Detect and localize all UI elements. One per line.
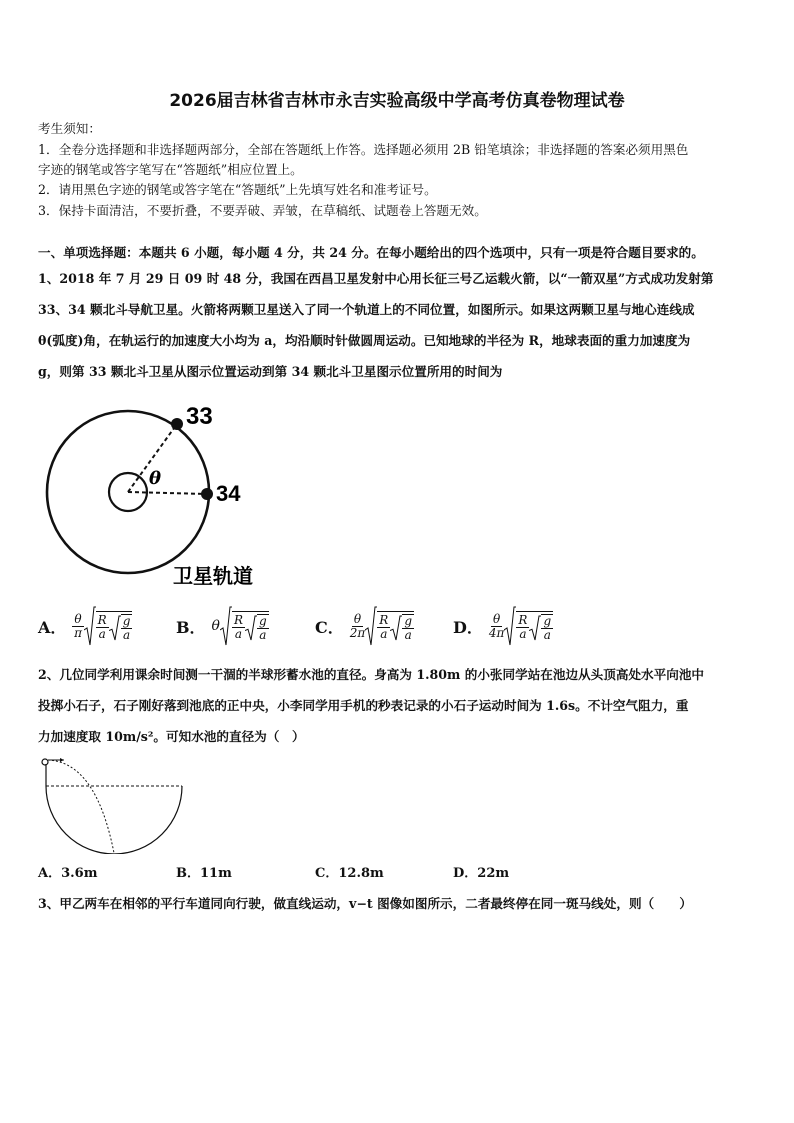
notice-item-3: 3．保持卡面清洁，不要折叠，不要弄破、弄皱，在草稿纸、试题卷上答题无效。 <box>38 203 487 218</box>
q1-option-label: A． <box>38 617 67 637</box>
person-head <box>42 759 48 765</box>
q2-option-label: C． <box>315 866 339 881</box>
inner-root <box>390 614 414 642</box>
notice-item-2: 2．请用黑色字迹的钢笔或答字笔在“答题纸”上先填写姓名和准考证号。 <box>38 182 437 197</box>
coefficient-fraction <box>72 613 83 640</box>
satellite-33-dot <box>171 418 183 430</box>
q1-line-2: 33、34 颗北斗导航卫星。火箭将两颗卫星送入了同一个轨道上的不同位置，如图所示。如果这两颗卫星与地心连线成 <box>38 302 695 317</box>
page-title: 2026届吉林省吉林市永吉实验高级中学高考仿真卷物理试卷 <box>169 91 625 111</box>
coefficient-numerator: θ <box>493 611 501 626</box>
q1-option-label: D． <box>453 617 483 637</box>
q1-option-d[interactable] <box>453 606 553 646</box>
notice-item-1-line-2: 字迹的钢笔或答字笔写在“答题纸”相应位置上。 <box>38 162 303 177</box>
root-r-numerator: R <box>97 613 107 627</box>
coefficient-denominator: π <box>74 625 82 640</box>
stone-trajectory <box>48 760 114 853</box>
q1-option-label: B． <box>176 617 206 637</box>
q2-option-c[interactable] <box>315 862 384 881</box>
root-g-numerator: g <box>404 613 413 628</box>
q2-line-1: 2、几位同学利用课余时间测一干涸的半球形蓄水池的直径。身高为 1.80m 的小张同学站在池边从头顶高处水平向池中 <box>38 667 705 682</box>
satellite-34-dot <box>201 488 213 500</box>
q1-line-3: θ(弧度)角，在轨运行的加速度大小均为 a，均沿顺时针做圆周运动。已知地球的半径为 R，地球表面的重力加速度为 <box>38 333 691 348</box>
inner-root <box>245 614 269 642</box>
root-r-denominator: a <box>98 627 106 641</box>
outer-root <box>365 606 414 646</box>
pool-figure <box>36 754 192 854</box>
notice-heading: 考生须知： <box>38 121 101 136</box>
line-to-sat-34 <box>128 492 207 494</box>
q1-option-label: C． <box>315 617 344 637</box>
root-g-numerator: g <box>543 613 552 628</box>
angle-theta-label: θ <box>149 468 162 489</box>
coefficient-fraction <box>350 613 366 640</box>
figure-caption: 卫星轨道 <box>173 564 253 588</box>
root-g-denominator: a <box>122 627 131 642</box>
satellite-33-label: 33 <box>186 403 213 430</box>
q2-line-3: 力加速度取 10m/s²。可知水池的直径为（ ） <box>38 729 305 744</box>
coefficient: θ <box>211 617 220 634</box>
outer-root <box>504 606 553 646</box>
notice-item-1-line-1: 1．全卷分选择题和非选择题两部分，全部在答题纸上作答。选择题必须用 2B 铅笔填涂；非选择题的答案必须用黑色 <box>38 142 689 157</box>
satellite-orbit-figure <box>40 398 290 594</box>
root-g-numerator: g <box>259 613 267 628</box>
q1-option-c[interactable] <box>315 606 414 646</box>
q2-line-2: 投掷小石子，石子刚好落到池底的正中央，小李同学用手机的秒表记录的小石子运动时间为 1.6s。不计空气阻力，重 <box>38 698 689 713</box>
coefficient-denominator: 2π <box>349 625 366 640</box>
q2-option-d[interactable] <box>453 862 509 881</box>
launch-arrowhead <box>60 758 64 762</box>
q2-option-b[interactable] <box>176 862 232 881</box>
root-r-numerator: R <box>518 613 528 627</box>
q1-option-b[interactable] <box>176 606 269 646</box>
q3-line-1: 3、甲乙两车在相邻的平行车道同向行驶，做直线运动，v−t 图像如图所示，二者最终停在同一斑马线处，则（ ） <box>38 896 692 911</box>
coefficient-numerator: θ <box>353 611 362 626</box>
outer-root <box>220 606 269 646</box>
q1-line-1: 1、2018 年 7 月 29 日 09 时 48 分，我国在西昌卫星发射中心用长征三号乙运载火箭，以“一箭双星”方式成功发射第 <box>38 271 714 286</box>
q1-line-4: g，则第 33 颗北斗卫星从图示位置运动到第 34 颗北斗卫星图示位置所用的时间为 <box>38 364 503 379</box>
q2-option-label: D． <box>453 866 478 881</box>
inner-root <box>529 614 553 642</box>
outer-root <box>84 606 133 646</box>
coefficient-numerator: θ <box>74 611 82 626</box>
q1-option-a[interactable] <box>38 606 132 646</box>
pool-hemisphere <box>46 786 182 854</box>
q2-option-value: 3.6m <box>61 866 98 881</box>
root-g-denominator: a <box>404 627 412 642</box>
root-g-denominator: a <box>543 627 551 642</box>
section-1-heading: 一、单项选择题：本题共 6 小题，每小题 4 分，共 24 分。在每小题给出的四个选项中，只有一项是符合题目要求的。 <box>38 245 704 260</box>
root-r-denominator: a <box>234 627 243 641</box>
q2-option-label: B． <box>176 866 200 881</box>
coefficient-fraction <box>489 613 505 640</box>
q2-option-value: 22m <box>477 866 510 881</box>
q2-option-a[interactable] <box>38 862 97 881</box>
root-g-numerator: g <box>122 613 131 628</box>
inner-root <box>109 614 133 642</box>
root-g-denominator: a <box>259 627 267 642</box>
root-r-denominator: a <box>380 627 388 641</box>
root-r-denominator: a <box>519 627 527 641</box>
root-r-numerator: R <box>233 613 244 627</box>
q2-option-value: 11m <box>200 866 232 881</box>
satellite-34-label: 34 <box>216 481 241 506</box>
q2-option-value: 12.8m <box>338 866 384 881</box>
coefficient-denominator: 4π <box>488 625 505 640</box>
q2-option-label: A． <box>38 866 62 881</box>
root-r-numerator: R <box>379 613 389 627</box>
